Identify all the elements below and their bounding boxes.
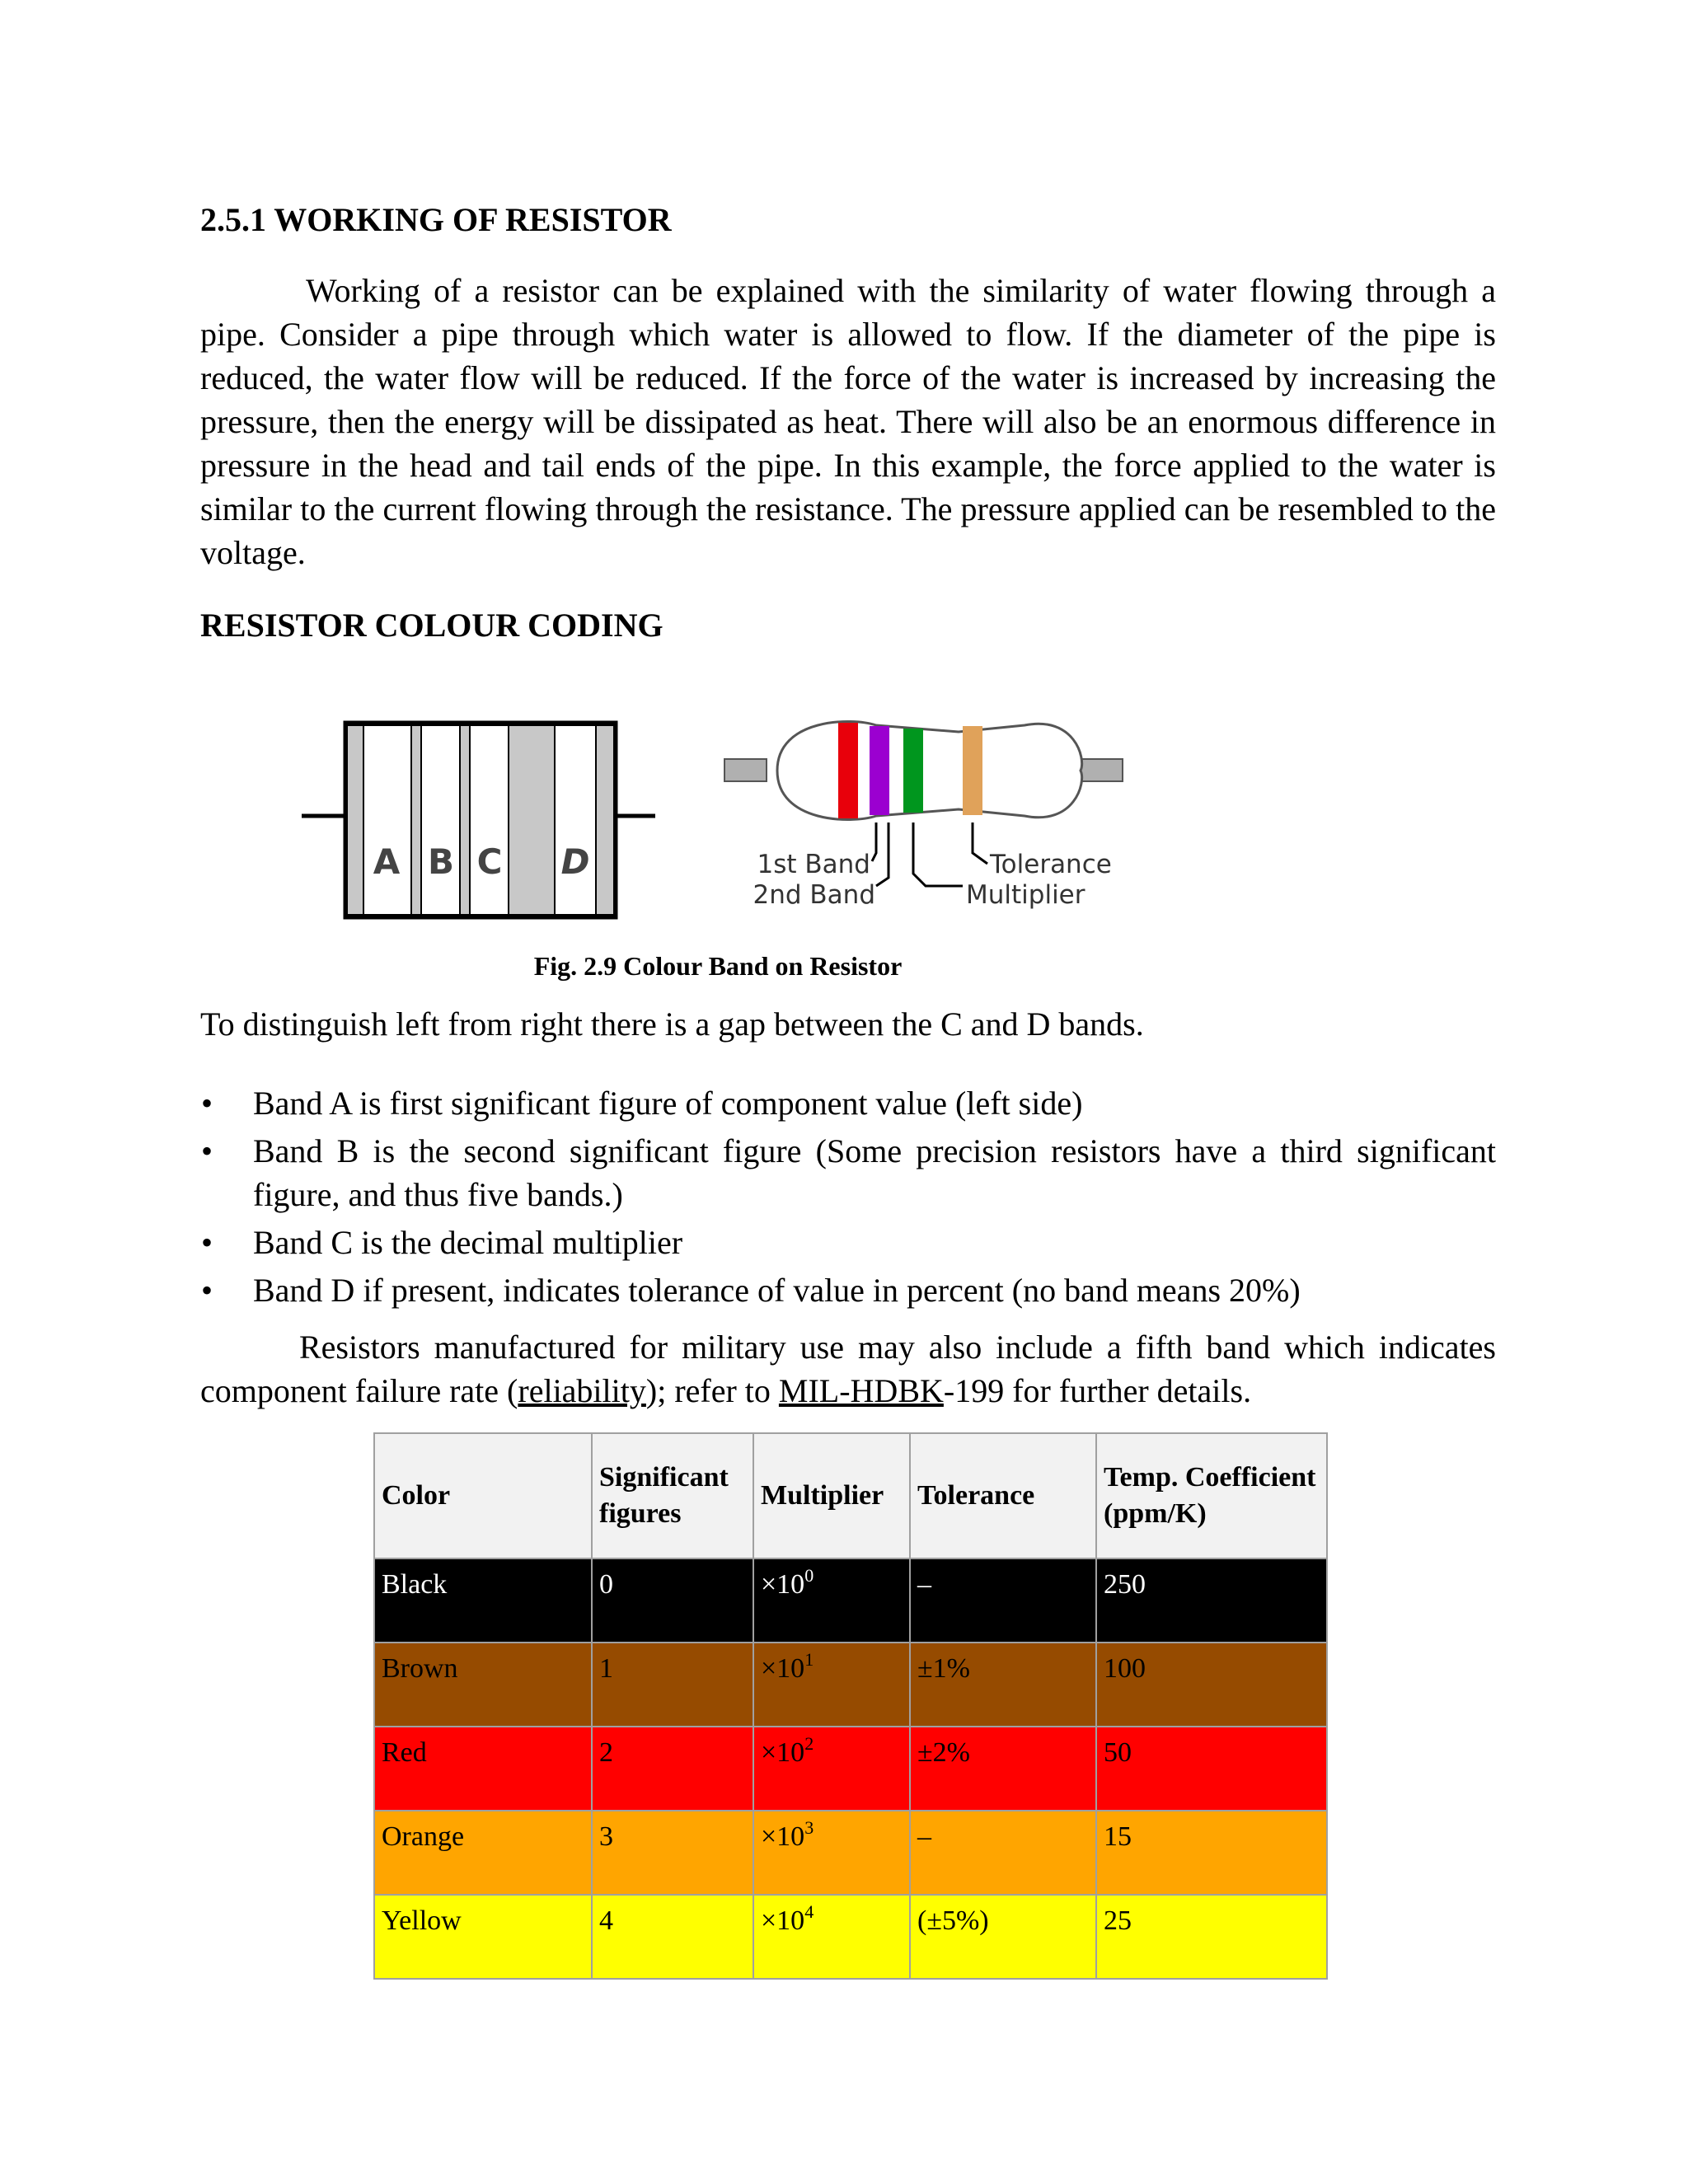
cell-multiplier: $\times 10^3$ [753, 1811, 910, 1895]
cell-tolerance: – [910, 1558, 1096, 1643]
band-letter-b: B [427, 841, 455, 882]
list-item: • Band A is first significant figure of component value (left side) [200, 1081, 1496, 1125]
cell-multiplier: $\times 10^0$ [753, 1558, 910, 1643]
cell-color: Brown [374, 1643, 592, 1727]
cell-color: Red [374, 1727, 592, 1811]
band-letter-d: D [560, 841, 590, 882]
table-row [374, 1811, 1327, 1895]
list-item: • Band D if present, indicates tolerance of value in percent (no band means 20%) [200, 1268, 1496, 1312]
cell-tolerance: – [910, 1811, 1096, 1895]
cell-significant: 4 [592, 1895, 753, 1979]
table-body [374, 1558, 1327, 1979]
table-row [374, 1558, 1327, 1643]
bullet-dot: • [201, 1085, 213, 1122]
cell-multiplier: $\times 10^2$ [753, 1727, 910, 1811]
band-letter-resistor [302, 723, 655, 917]
label-tolerance: Tolerance [990, 850, 1112, 879]
paragraph-military: Resistors manufactured for military use may also include a fifth band which indicates component failure rate (reliability); refer to MIL-HDBK-199 for further details. [200, 1329, 1496, 1409]
cell-temp: 50 [1096, 1727, 1327, 1811]
subheading-colour-coding: RESISTOR COLOUR CODING [200, 607, 663, 644]
cell-significant: 3 [592, 1811, 753, 1895]
header-tolerance: Tolerance [910, 1433, 1096, 1558]
colour-code-table [373, 1432, 1328, 1980]
list-item: • Band B is the second significant figure (Some precision resistors have a third significant figure, and thus five bands.) [200, 1129, 1496, 1216]
table-row [374, 1643, 1327, 1727]
cell-significant: 0 [592, 1558, 753, 1643]
table-header-row [374, 1433, 1327, 1558]
cell-temp: 15 [1096, 1811, 1327, 1895]
band-multiplier-green [903, 729, 923, 813]
reliability-link[interactable]: reliability [518, 1372, 646, 1409]
figure-caption: Fig. 2.9 Colour Band on Resistor [533, 951, 903, 981]
cell-color: Black [374, 1558, 592, 1643]
cell-color: Orange [374, 1811, 592, 1895]
cell-tolerance: (±5%) [910, 1895, 1096, 1979]
bullet-dot: • [201, 1132, 213, 1169]
cell-multiplier: $\times 10^1$ [753, 1643, 910, 1727]
label-2nd-band: 2nd Band [753, 880, 875, 910]
table-row [374, 1895, 1327, 1979]
cell-significant: 1 [592, 1643, 753, 1727]
bullet-dot: • [201, 1224, 213, 1261]
header-temp-coefficient: Temp. Coefficient (ppm/K) [1096, 1433, 1327, 1558]
mil-hdbk-link[interactable]: MIL-HDBK [778, 1372, 944, 1409]
cell-multiplier: $\times 10^4$ [753, 1895, 910, 1979]
header-significant-figures: Significant figures [592, 1433, 753, 1558]
cell-tolerance: ±2% [910, 1727, 1096, 1811]
distinguish-text: To distinguish left from right there is a gap between the C and D bands. [200, 1005, 1144, 1043]
paragraph-working: Working of a resistor can be explained with the similarity of water flowing through a pipe. Consider a pipe through which water is allowed to flow. If the diameter of the pipe is reduced, the water flow will be reduced. If the force of the water is increased by increasing the pressure, then the energy will be dissipated as heat. There will also be an enormous difference in pressure in the head and tail ends of the pipe. In this example, the force applied to the water is similar to the current flowing through the resistance. The pressure applied can be resembled to the voltage. [200, 272, 1496, 571]
cell-temp: 250 [1096, 1558, 1327, 1643]
band-bullet-list [200, 1081, 1496, 1316]
band-tolerance-gold [963, 726, 982, 815]
band-2-violet [870, 726, 889, 815]
color-band-resistor [724, 721, 1123, 910]
bullet-dot: • [201, 1272, 213, 1309]
table-row [374, 1727, 1327, 1811]
band-letter-a: A [373, 841, 401, 882]
label-multiplier: Multiplier [966, 880, 1085, 910]
header-color: Color [374, 1433, 592, 1558]
cell-significant: 2 [592, 1727, 753, 1811]
band-letter-c: C [476, 841, 503, 882]
band-1-red [838, 723, 858, 818]
list-item: • Band C is the decimal multiplier [200, 1221, 1496, 1264]
resistor-figure [200, 709, 1496, 940]
label-1st-band: 1st Band [757, 850, 870, 879]
section-heading: 2.5.1 WORKING OF RESISTOR [200, 201, 672, 238]
cell-temp: 100 [1096, 1643, 1327, 1727]
cell-temp: 25 [1096, 1895, 1327, 1979]
cell-color: Yellow [374, 1895, 592, 1979]
cell-tolerance: ±1% [910, 1643, 1096, 1727]
header-multiplier: Multiplier [753, 1433, 910, 1558]
